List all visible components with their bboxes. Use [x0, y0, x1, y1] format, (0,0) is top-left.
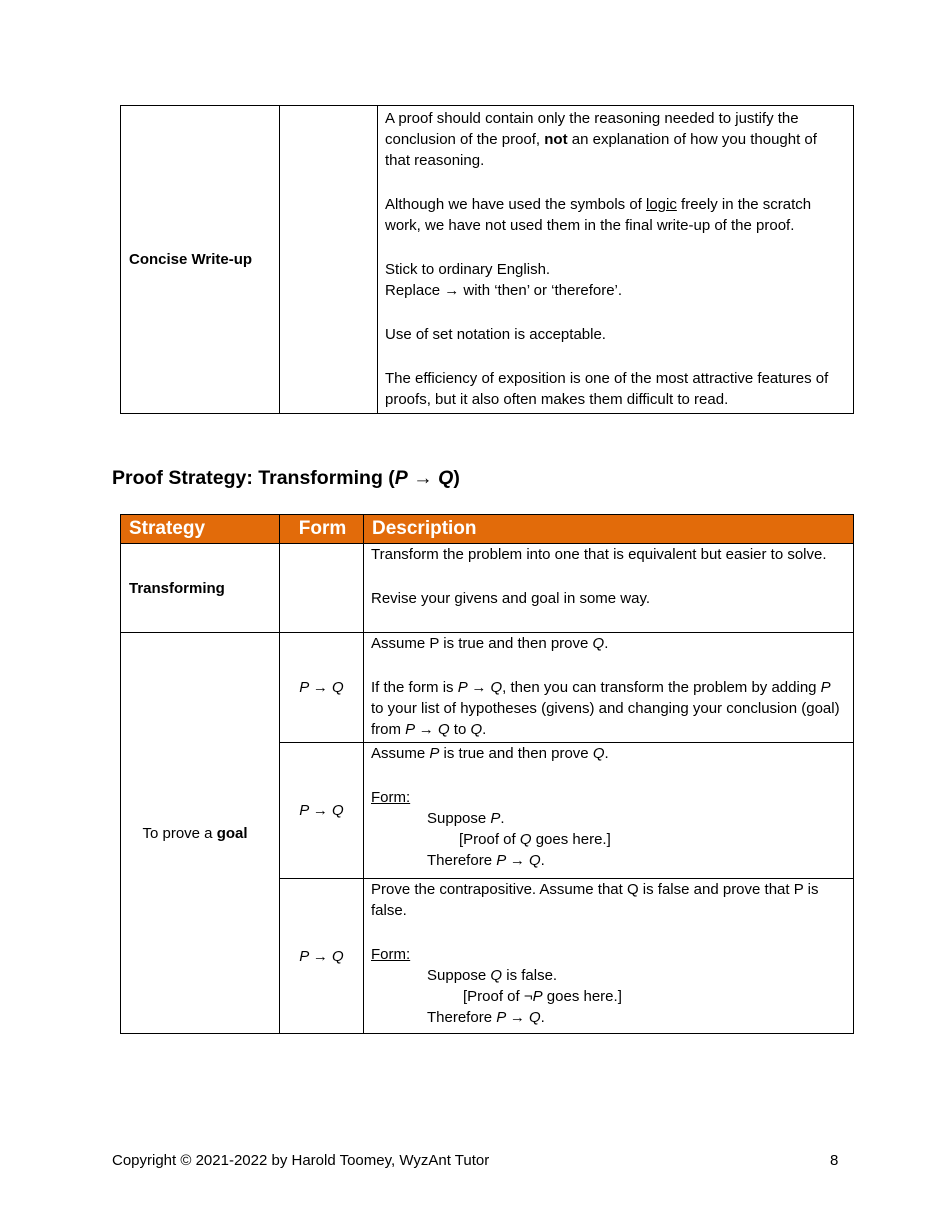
footer-copyright: Copyright © 2021-2022 by Harold Toomey, WyzAnt Tutor [112, 1152, 490, 1169]
transforming-form [280, 544, 364, 633]
table-row [121, 633, 854, 743]
header-strategy: Strategy [121, 515, 280, 544]
concise-p2: Although we have used the symbols of logic freely in the scratch work, we have not used them in the final write-up of the proof. [385, 196, 812, 234]
transforming-d1: Transform the problem into one that is equivalent but easier to solve. [371, 546, 827, 563]
section-heading: Proof Strategy: Transforming (P → Q) [112, 467, 460, 489]
table-row [121, 544, 854, 633]
transforming-table [120, 514, 854, 1034]
goal-strategy: To prove a goal [121, 633, 280, 1034]
transforming-description [364, 544, 854, 633]
row2-line1: Assume P is true and then prove Q. [371, 745, 609, 762]
transforming-d2: Revise your givens and goal in some way. [371, 590, 651, 607]
header-description: Description [364, 515, 854, 544]
concise-writeup-description [378, 106, 854, 414]
concise-p5: Use of set notation is acceptable. [385, 326, 606, 343]
row3-form: P → Q [280, 879, 364, 1034]
row3-step3: Therefore P → Q. [427, 1009, 545, 1026]
row3-form-label: Form: [371, 946, 411, 963]
row2-form: P → Q [280, 743, 364, 879]
page-number: 8 [830, 1152, 839, 1169]
table-header-row [121, 515, 854, 544]
header-form: Form [280, 515, 364, 544]
row1-line1: Assume P is true and then prove Q. [371, 635, 609, 652]
row3-step2: [Proof of ¬P goes here.] [463, 988, 622, 1005]
row1-line2: If the form is P → Q, then you can transform the problem by adding P to your list of hypotheses (givens) and changing your conclusion (goal) from P → Q to Q. [371, 679, 840, 738]
concise-p1: A proof should contain only the reasoning needed to justify the conclusion of the proof, not an explanation of how you thought of that reasoning. [385, 110, 817, 169]
logic-link[interactable]: logic [646, 196, 677, 213]
concise-writeup-table [120, 105, 854, 414]
concise-p6: The efficiency of exposition is one of the most attractive features of proofs, but it also often makes them difficult to read. [385, 370, 829, 408]
concise-p4: Replace → with ‘then’ or ‘therefore’. [385, 282, 623, 299]
row1-description [364, 633, 854, 743]
row1-form: P → Q [280, 633, 364, 743]
row2-step3: Therefore P → Q. [427, 852, 545, 869]
concise-p3: Stick to ordinary English. [385, 261, 551, 278]
row2-step1: Suppose P. [427, 810, 505, 827]
row3-step1: Suppose Q is false. [427, 967, 558, 984]
concise-writeup-form [280, 106, 378, 414]
row3-line1: Prove the contrapositive. Assume that Q is false and prove that P is false. [371, 881, 819, 919]
row3-description [364, 879, 854, 1034]
row2-description [364, 743, 854, 879]
row2-form-label: Form: [371, 789, 411, 806]
transforming-strategy: Transforming [121, 544, 280, 633]
row2-step2: [Proof of Q goes here.] [459, 831, 611, 848]
concise-writeup-strategy: Concise Write-up [121, 106, 280, 414]
